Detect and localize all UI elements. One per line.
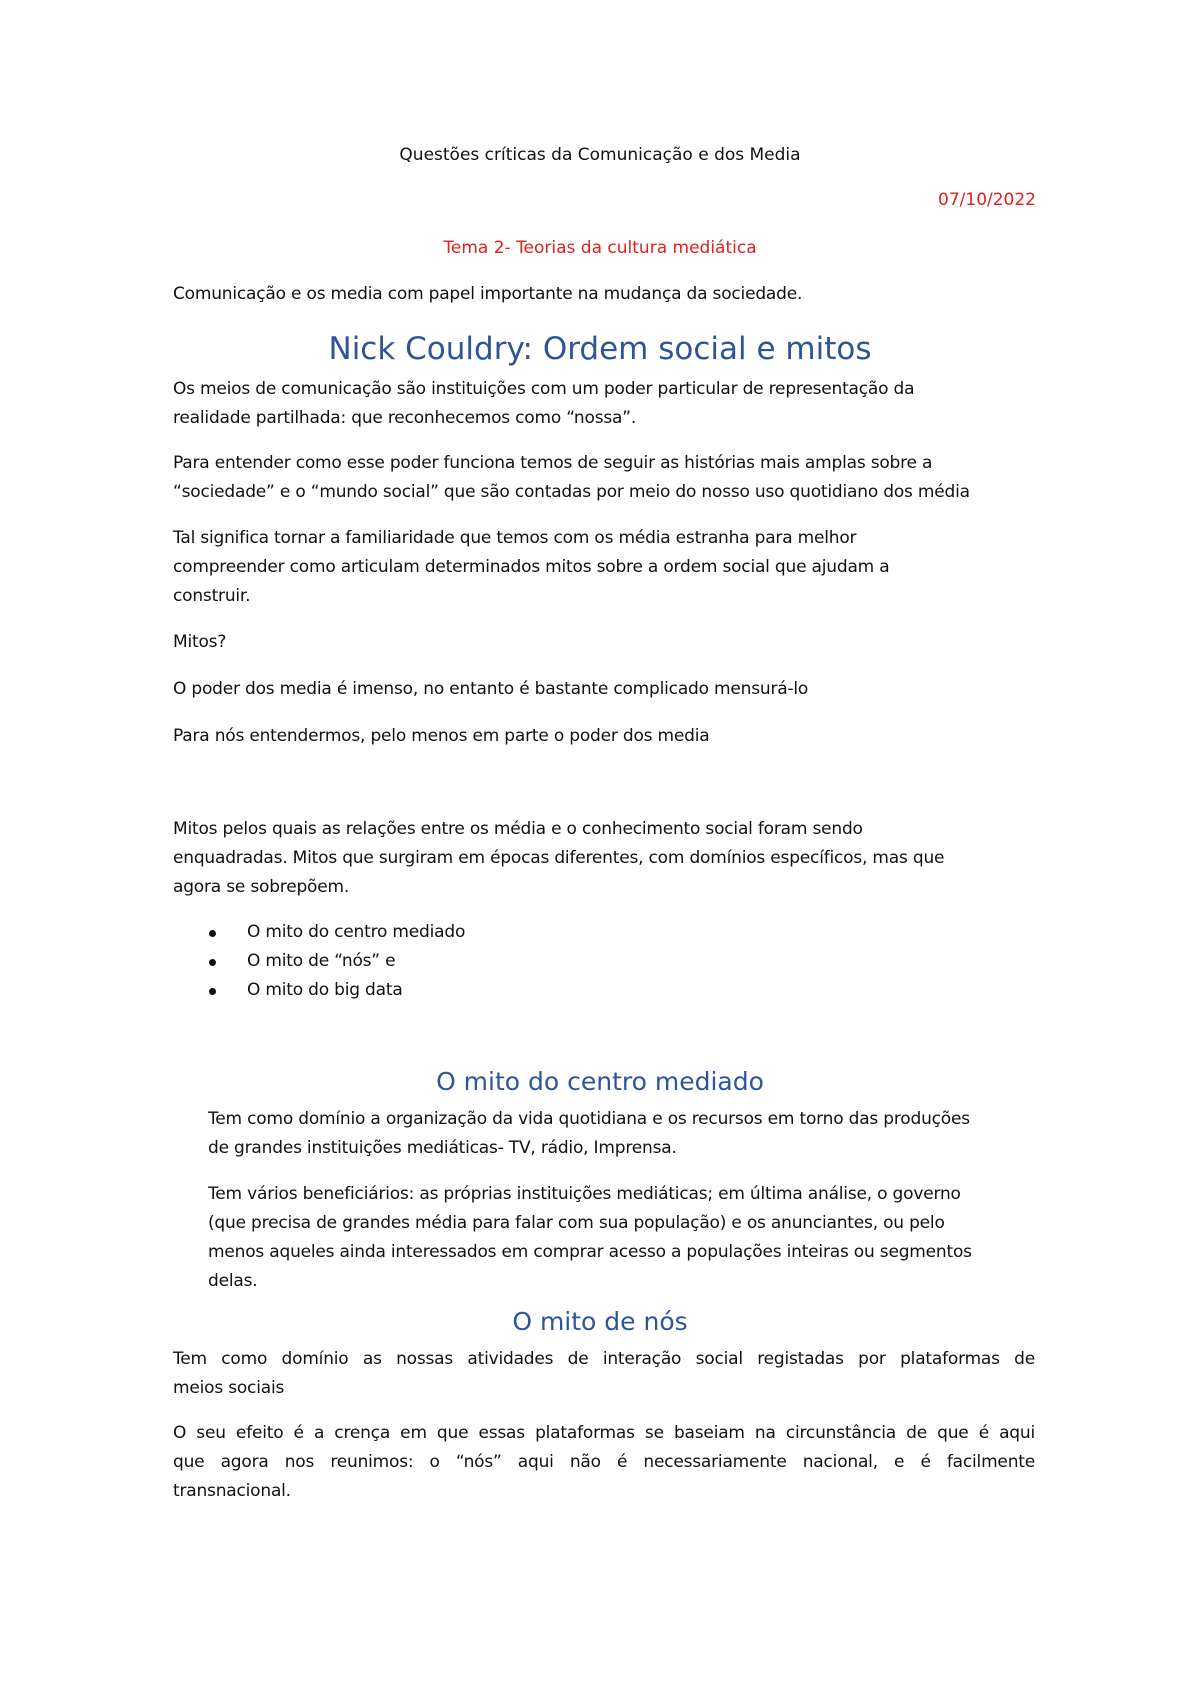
paragraph-mitos-relacoes [173,815,1043,902]
intro-paragraph: Comunicação e os media com papel importante na mudança da sociedade. [173,284,803,304]
paragraph-line: Os meios de comunicação são instituições com um poder particular de representação da [173,379,915,399]
section-heading-couldry: Nick Couldry: Ordem social e mitos [328,331,872,367]
paragraph-nos-efeito [173,1419,1035,1506]
document-date: 07/10/2022 [938,190,1036,210]
topic-title: Tema 2- Teorias da cultura mediática [443,238,757,258]
section-heading-centro-mediado: O mito do centro mediado [436,1067,764,1096]
paragraph-line: Para entender como esse poder funciona temos de seguir as histórias mais amplas sobre a [173,453,933,473]
paragraph-line: meios sociais [173,1378,285,1398]
paragraph-line: delas. [208,1271,258,1291]
paragraph-centro-dominio [208,1105,1048,1163]
paragraph-poder-media: O poder dos media é imenso, no entanto é bastante complicado mensurá-lo [173,679,809,699]
paragraph-line: Mitos pelos quais as relações entre os média e o conhecimento social foram sendo [173,819,863,839]
paragraph-meios [173,375,1043,433]
paragraph-line: compreender como articulam determinados mitos sobre a ordem social que ajudam a [173,557,890,577]
paragraph-line: Tal significa tornar a familiaridade que temos com os média estranha para melhor [173,528,857,548]
paragraph-line: Tem como domínio a organização da vida quotidiana e os recursos em torno das produções [208,1109,970,1129]
paragraph-line: Tem vários beneficiários: as próprias instituições mediáticas; em última análise, o governo [208,1184,961,1204]
paragraph-line: construir. [173,586,251,606]
paragraph-line: transnacional. [173,1481,291,1501]
list-item: O mito do centro mediado [209,918,465,947]
paragraph-line: “sociedade” e o “mundo social” que são contadas por meio do nosso uso quotidiano dos média [173,482,970,502]
paragraph-line: menos aqueles ainda interessados em comprar acesso a populações inteiras ou segmentos [208,1242,972,1262]
list-item: O mito do big data [209,976,465,1005]
paragraph-familiaridade [173,524,1043,611]
bullet-icon [209,959,216,966]
section-heading-mito-nos: O mito de nós [512,1307,688,1336]
myths-bullet-list [209,918,465,1005]
bullet-icon [209,930,216,937]
paragraph-mitos-question: Mitos? [173,632,227,652]
paragraph-line: (que precisa de grandes média para falar com sua população) e os anunciantes, ou pelo [208,1213,945,1233]
course-title: Questões críticas da Comunicação e dos Media [399,145,801,165]
paragraph-line: agora se sobrepõem. [173,877,350,897]
paragraph-line: realidade partilhada: que reconhecemos como “nossa”. [173,408,637,428]
paragraph-poder [173,449,1063,507]
paragraph-line: enquadradas. Mitos que surgiram em épocas diferentes, com domínios específicos, mas que [173,848,945,868]
paragraph-line: O seu efeito é a crença em que essas plataformas se baseiam na circunstância de que é aqui [173,1423,1035,1443]
list-item: O mito de “nós” e [209,947,465,976]
paragraph-line: que agora nos reunimos: o “nós” aqui não é necessariamente nacional, e é facilmente [173,1452,1035,1472]
paragraph-entendermos: Para nós entendermos, pelo menos em parte o poder dos media [173,726,710,746]
paragraph-line: de grandes instituições mediáticas- TV, rádio, Imprensa. [208,1138,677,1158]
paragraph-nos-dominio [173,1345,1035,1403]
paragraph-line: Tem como domínio as nossas atividades de interação social registadas por plataformas de [173,1349,1035,1369]
paragraph-centro-beneficiarios [208,1180,1048,1296]
bullet-icon [209,988,216,995]
